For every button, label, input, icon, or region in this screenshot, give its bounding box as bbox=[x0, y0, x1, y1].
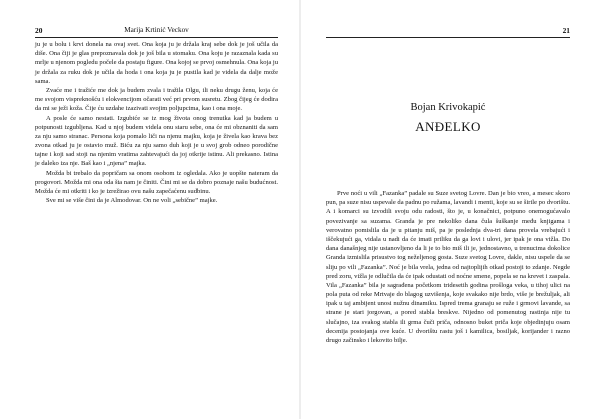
right-page-body bbox=[326, 189, 570, 345]
story-author: Bojan Krivokapić bbox=[410, 102, 486, 113]
page-number: 21 bbox=[562, 26, 570, 35]
paragraph: Zvaće me i tražiće me dok ja budem zvala i tražila Olgu, ili neku drugu ženu, koja će me svojom vispreknošću i elokvencijom očarati već pri prvom susretu. Zbog čijeg će dodira da mi se ježi koža. Čije ću uzdahe izazivati svojim poljupcima, kao i ona moje. bbox=[35, 86, 278, 113]
running-header-author: Marija Krtinić Veckov bbox=[124, 26, 189, 34]
story-title: ANĐELKO bbox=[415, 119, 481, 134]
paragraph: Prve noći u vili „Fazanka” padale su Suze svetog Lovre. Dan je bio vreo, a mesec skoro pun, pa suze nisu uspevale da padnu po ružama, lavandi i menti, koje su se širile po dvorištu. A i komarci su izvodili svoju odu radosti, što je, u konačnici, potpuno onemogućavalo povezivanje sa suzama. Granda je pre nekoliko dana čula šuškanje među knjigama i verovatno pomislila da je u pitanju miš, pa je poslednja dva-tri dana provela vrebajući i iščekujući ga, vidala u nadi da će imati priliku da ga lovi i ulovi, jer ipak je ona vižla. Do dana današnjeg nije ustanovljeno da li je to bio miš ili je, jednostavno, u trenucima dokolice Granda izmislila prisustvo tog neželjenog gosta. Suze svetog Lovre, dakle, nisu uspele da se sliju po vili „Fazanka”. Noć je bila vrela, jedna od najtoplijih otkad postoji to zdanje. Negde pred zoru, vižla je odlučila da će ipak odustati od noćne smene, popela se na krevet i zaspala. Vila „Fazanka” bila je sagrađena početkom tridesetih godina prošloga veka, u tihoj ulici na pola puta od reke Mrtvaje do blagog uzvišenja, koje svakako nije brdo, više je brežuljak, ali ipak u taj ambijent unosi nužnu dinamiku. Ispred trema granaju se ruže i grmovi lavande, sa strane je stari jorgovan, a pored stabla breskve. Nijedno od pomenutog rastinja nije tu slučajno, iza svakog stabla ili grma čuči priča, odnosno buket priča koje objedinjuju osam decenija postojanja ove kuće. U dvorištu rastu još i kamilica, bosiljak, korijander i razno drugo začinsko i lekovito bilje. bbox=[326, 190, 570, 344]
right-page-header bbox=[326, 0, 570, 34]
story-title-block bbox=[326, 102, 570, 135]
header-rule bbox=[35, 37, 278, 38]
left-page-header bbox=[35, 0, 278, 34]
left-page-body bbox=[35, 40, 278, 205]
paragraph: Možda bi trebalo da popričam sa onom osobom iz ogledala. Ako je uopšte nateram da progovori. Možda mi ona oda šta nam je činiti. Čini mi se da dobro poznaje našu budućnost. Možda će mi otkriti i ko je izrežirao ovu našu zapečaćenu sudbinu. bbox=[35, 169, 278, 195]
header-rule bbox=[326, 37, 570, 38]
paragraph: A posle će samo nestati. Izgubiće se iz mog života onog trenutka kad ja budem u potpunosti izgubljena. Kad u njoj budem videla onu staru sebe, ona će mi obznaniti da sam za nju samo stranac. Persona koja pomalo liči na njenu majku, koja je živela kao krava bez zvona otkad ju je ostavio muž. Biću za nju samo duh koji je u svoj grob odneo porodične tajne i koji sad stoji na njenim vratima zahtevajući da joj otkrije istinu. Ali prekasno. Istina je daleko iza nje. Baš kao i „njena” majka. bbox=[35, 114, 278, 168]
page-number: 20 bbox=[35, 26, 43, 35]
paragraph: ju je u bolu i krvi donela na ovaj svet. Ona koja ju je držala kraj sebe dok je još učila da diše. Ona čiji je glas prepoznavala dok je još bila u stomaku. Ona koju je razaznala kada su mrlje u njenom pogledu počele da postaju figure. Ona kojoj se prvoj osmehnula. Ona koja ju je držala za ruku dok je učila da hoda i ona koja ju je pustila kad je videla da dalje može sama. bbox=[35, 41, 278, 85]
right-page bbox=[300, 0, 600, 419]
paragraph: Sve mi se više čini da je Almodovar. On ne voli „sebične” majke. bbox=[46, 197, 218, 205]
